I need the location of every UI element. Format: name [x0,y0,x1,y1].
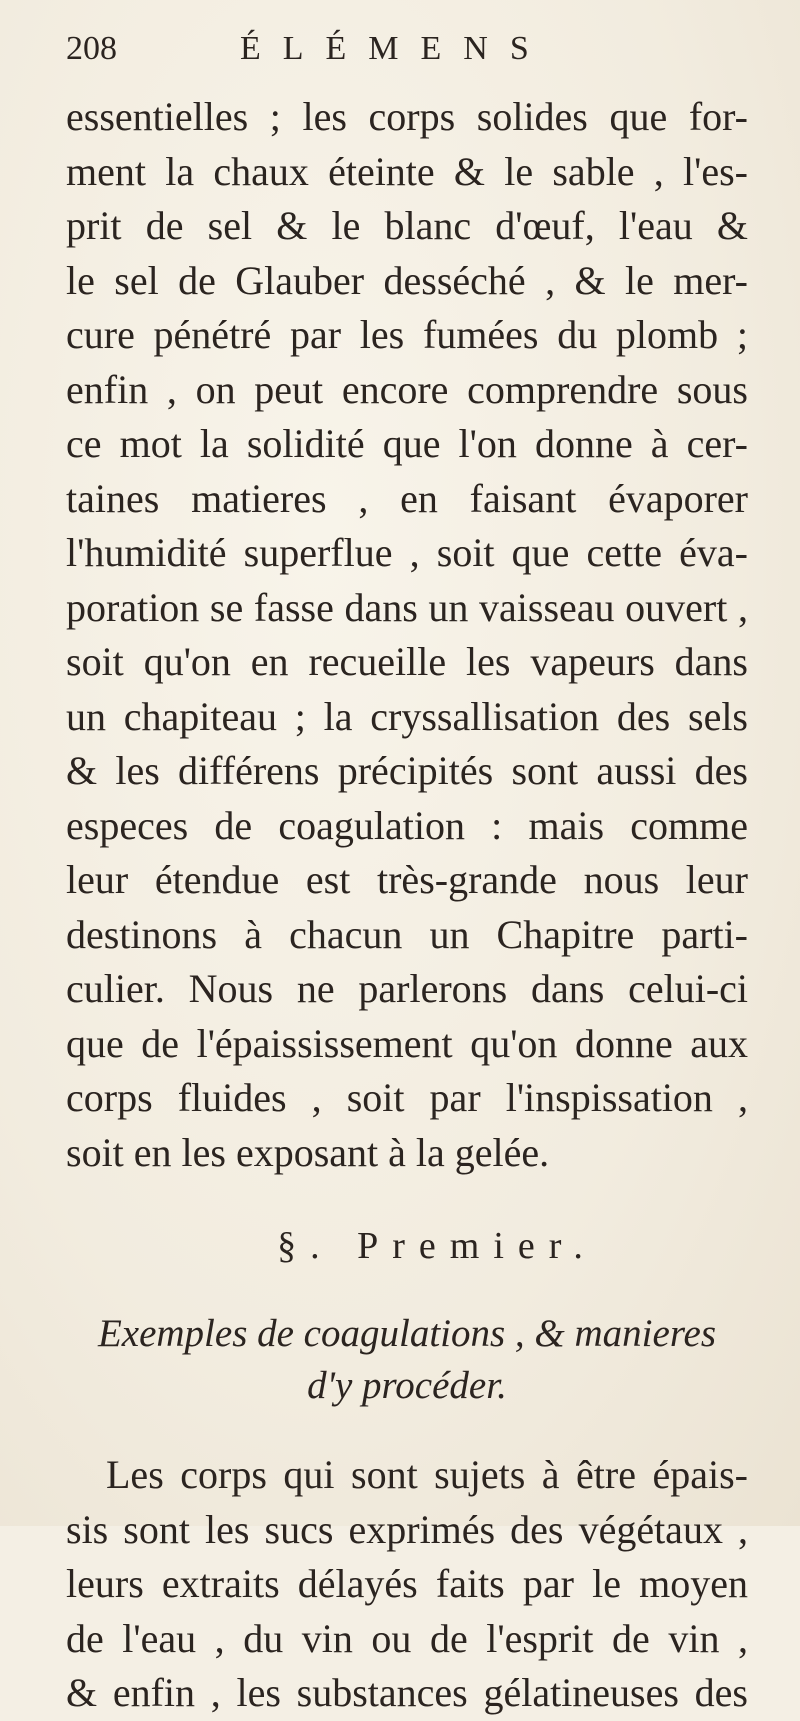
paragraph-2 [66,1448,748,1721]
text-line: l'humidité superflue , soit que cette éva- [66,530,748,575]
text-line: leur étendue est très-grande nous leur [66,857,748,902]
text-line: de l'eau , du vin ou de l'esprit de vin , [66,1615,748,1661]
text-line: essentielles ; les corps solides que for- [66,94,748,139]
text-line: taines matieres , en faisant évaporer [66,475,748,521]
section-heading: §. Premier. [277,1225,597,1267]
text-line: & enfin , les substances gélatineuses des [66,1670,748,1715]
text-line: ce mot la solidité que l'on donne à cer- [66,421,748,466]
text-line: ment la chaux éteinte & le sable , l'es- [66,148,748,194]
text-line: soit en les exposant à la gelée. [66,1129,550,1175]
text-line: culier. Nous ne parlerons dans celui-ci [66,966,748,1011]
text-line: prit de sel & le blanc d'œuf, l'eau & [66,203,748,248]
page-number: 208 [66,30,117,67]
running-title: ÉLÉMENS [240,30,551,67]
text-line: leurs extraits délayés faits par le moyen [66,1561,748,1606]
section-subtitle [66,1308,748,1412]
subtitle-line: d'y procéder. [307,1364,507,1407]
text-line: & les différens précipités sont aussi des [66,748,748,793]
text-line: poration se fasse dans un vaisseau ouvert , [66,584,748,630]
text-line: especes de coagulation : mais comme [66,802,748,848]
text-line: que de l'épaississement qu'on donne aux [66,1020,748,1066]
text-line: un chapiteau ; la cryssallisation des sels [66,693,748,739]
text-line: enfin , on peut encore comprendre sous [66,366,748,412]
text-line: sis sont les sucs exprimés des végétaux , [66,1506,748,1552]
text-line: soit qu'on en recueille les vapeurs dans [66,639,748,684]
subtitle-line: Exemples de coagulations , & manieres [97,1312,717,1355]
text-line: cure pénétré par les fumées du plomb ; [66,312,748,357]
text-line: destinons à chacun un Chapitre parti- [66,911,748,957]
paragraph-1 [66,90,748,1180]
text-line: Les corps qui sont sujets à être épais- [106,1452,748,1497]
text-line: le sel de Glauber desséché , & le mer- [66,257,748,303]
running-head [66,30,748,90]
text-line: corps fluides , soit par l'inspissation , [66,1075,748,1120]
